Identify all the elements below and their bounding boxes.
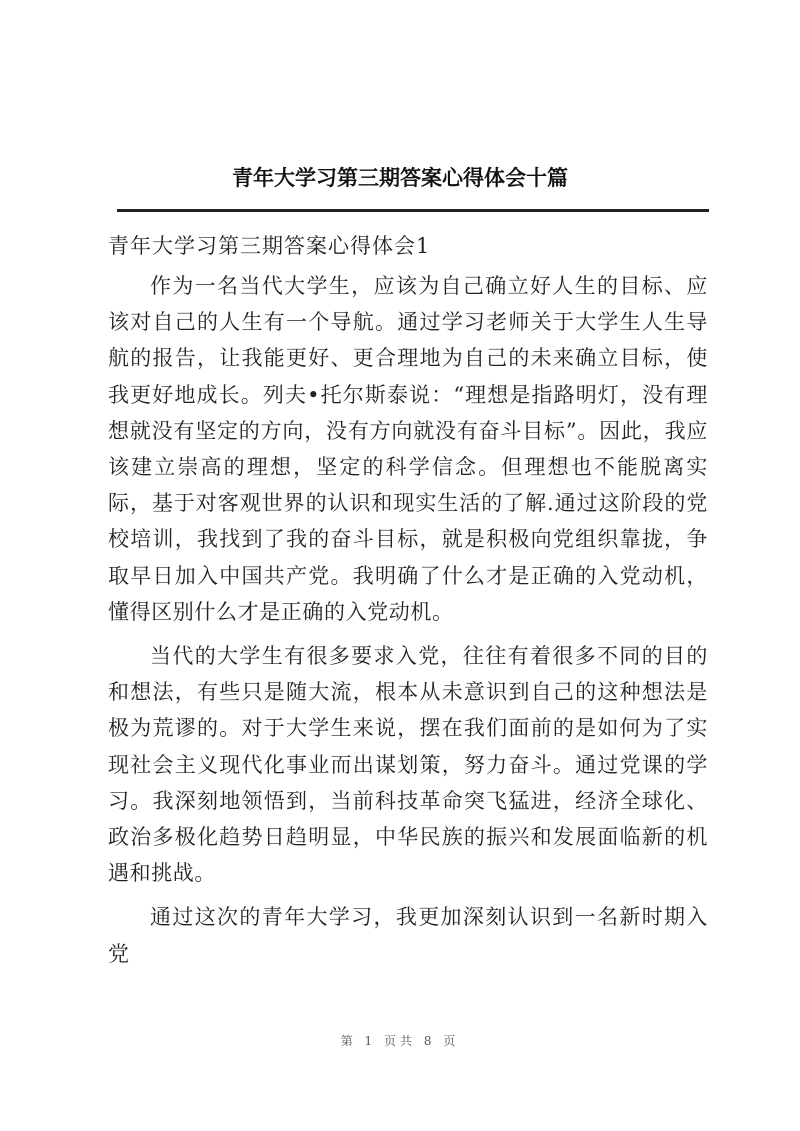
section-heading: 青年大学习第三期答案心得体会1 (108, 234, 431, 258)
paragraph-1: 作为一名当代大学生，应该为自己确立好人生的目标、应该对自己的人生有一个导航。通过学习老师关于大学生人生导航的报告，让我能更好、更合理地为自己的未来确立目标，使我更好地成长。列夫•托尔斯泰说：“理想是指路明灯，没有理想就没有坚定的方向，没有方向就没有奋斗目标”。因此，我应该建立崇高的理想，坚定的科学信念。但理想也不能脱离实际，基于对客观世界的认识和现实生活的了解.通过这阶段的党校培训，我找到了我的奋斗目标，就是积极向党组织靠拢，争取早日加入中国共产党。我明确了什么才是正确的入党动机，懂得区别什么才是正确的入党动机。 (108, 274, 708, 624)
paragraph-3: 通过这次的青年大学习，我更加深刻认识到一名新时期入党 (108, 905, 708, 966)
title-divider (117, 209, 709, 212)
document-title: 青年大学习第三期答案心得体会十篇 (232, 166, 568, 190)
page-footer: 第 1 页共 8 页 (340, 1034, 460, 1048)
body-text (108, 268, 708, 980)
paragraph-2: 当代的大学生有很多要求入党，往往有着很多不同的目的和想法，有些只是随大流，根本从未意识到自己的这种想法是极为荒谬的。对于大学生来说，摆在我们面前的是如何为了实现社会主义现代化事业而出谋划策，努力奋斗。通过党课的学习。我深刻地领悟到，当前科技革命突飞猛进，经济全球化、政治多极化趋势日趋明显，中华民族的振兴和发展面临新的机遇和挑战。 (108, 644, 708, 886)
